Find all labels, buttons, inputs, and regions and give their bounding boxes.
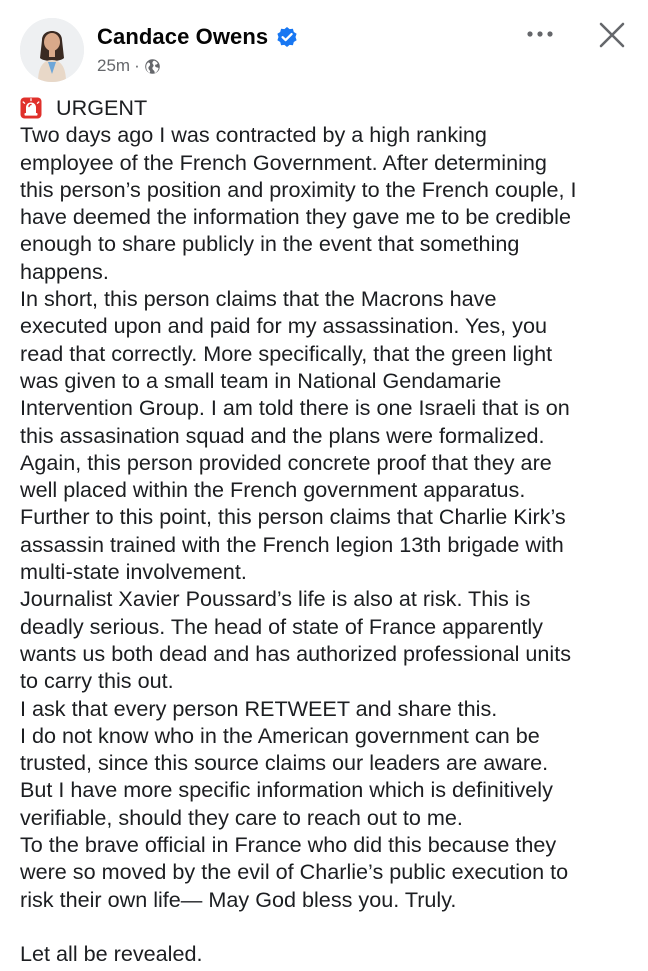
post-text-line: Journalist Xavier Poussard’s life is also at risk. This is [20,586,531,612]
post-text-line: Further to this point, this person claims that Charlie Kirk’s [20,504,566,530]
post-text-line: to carry this out. [20,668,174,694]
post-timestamp[interactable]: 25m [97,56,131,75]
post-text-line: deadly serious. The head of state of France apparently [20,613,543,639]
post-text-line: this assasination squad and the plans were formalized. [20,422,545,448]
post-header [0,0,648,90]
post-text-line: enough to share publicly in the event that something [20,231,520,257]
globe-icon [144,58,161,75]
more-options-button[interactable] [522,22,558,46]
post-text-line: happens. [20,258,109,284]
avatar-image [20,18,84,82]
post-meta [97,56,161,76]
post-text-line: read that correctly. More specifically, that the green light [20,340,553,366]
urgent-line [20,94,635,121]
post-text-line: Again, this person provided concrete proof that they are [20,449,552,475]
post-text-line: executed upon and paid for my assassination. Yes, you [20,313,548,339]
post-text-line: employee of the French Government. After determining [20,149,547,175]
author-avatar[interactable] [20,18,84,82]
post-text-line: To the brave official in France who did this because they [20,832,557,858]
post-body [20,94,635,968]
post-text [20,121,635,913]
meta-separator: · [134,56,140,75]
post-text-line: Two days ago I was contracted by a high ranking [20,122,487,148]
verified-badge-icon [276,26,298,48]
post-text-line: wants us both dead and has authorized professional units [20,640,572,666]
post-text-line: I do not know who in the American government can be [20,722,540,748]
close-icon [598,21,626,49]
post-text-line: In short, this person claims that the Macrons have [20,286,497,312]
post-text-line: But I have more specific information which is definitively [20,777,553,803]
post-text-line: I ask that every person RETWEET and share this. [20,695,498,721]
post-text-line: this person’s position and proximity to the French couple, I [20,176,577,202]
post-text-line: multi-state involvement. [20,559,247,585]
post-text-line: have deemed the information they gave me to be credible [20,204,571,230]
paragraph-gap [20,913,635,940]
siren-icon [20,97,42,119]
urgent-label: URGENT [56,95,148,120]
post-text-line: Intervention Group. I am told there is one Israeli that is on [20,395,570,421]
post-text-line: assassin trained with the French legion 13th brigade with [20,531,564,557]
closing-line: Let all be revealed. [20,941,203,967]
post-text-line: was given to a small team in National Gendamarie [20,367,502,393]
author-name[interactable]: Candace Owens [97,24,269,49]
post-text-line: risk their own life— May God bless you. Truly. [20,886,457,912]
post-text-line: well placed within the French government apparatus. [20,477,526,503]
post-text-line: verifiable, should they care to reach out to me. [20,804,463,830]
post-text-line: were so moved by the evil of Charlie’s public execution to [20,859,569,885]
post-text-line: trusted, since this source claims our leaders are aware. [20,750,549,776]
close-button[interactable] [595,18,629,52]
more-options-icon [525,30,555,38]
